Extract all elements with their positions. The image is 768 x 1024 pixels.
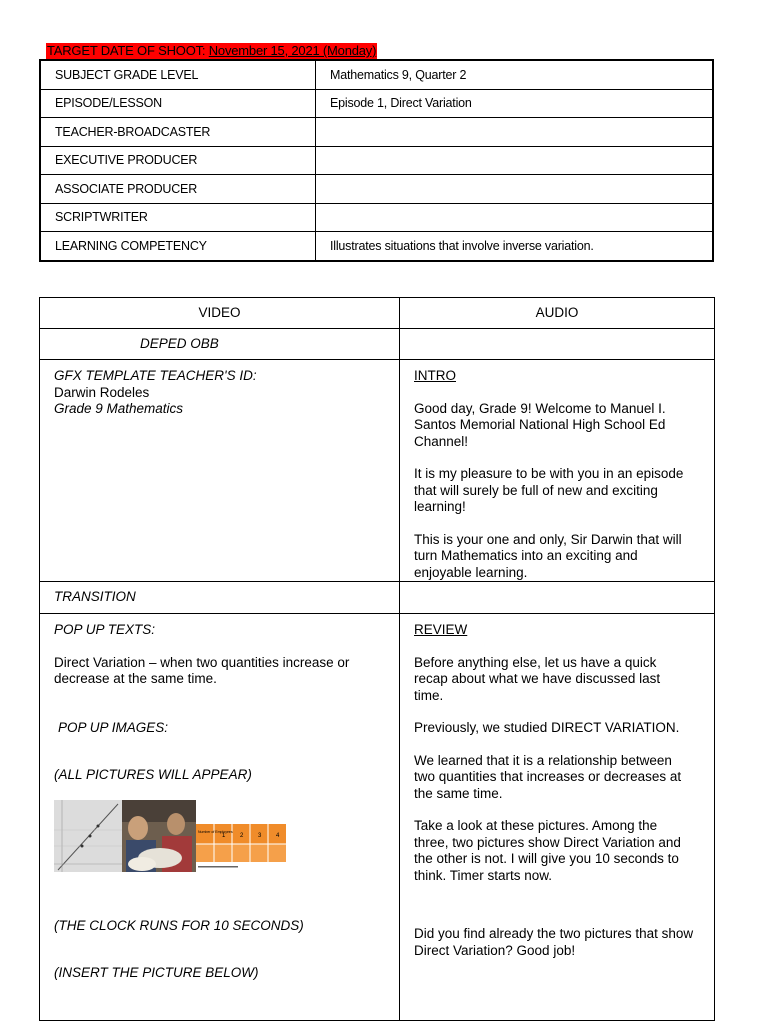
table-header-value: 4 [276,832,280,839]
info-label: SCRIPTWRITER [40,203,316,232]
table-header-value: 3 [258,832,262,839]
target-date-banner [46,43,377,59]
table-row [40,146,713,175]
video-cell-transition: TRANSITION [40,582,400,614]
insert-picture-label: (INSERT THE PICTURE BELOW) [54,965,259,980]
market-photo-picture [122,800,196,872]
info-value [316,175,714,204]
episode-info-table [39,59,714,262]
all-pictures-label: (ALL PICTURES WILL APPEAR) [54,767,252,782]
review-paragraph-2: Previously, we studied DIRECT VARIATION. [414,720,680,735]
script-header-row [40,298,715,329]
video-cell-intro [40,360,400,582]
table-row [40,118,713,147]
info-value: Episode 1, Direct Variation [316,89,714,118]
table-header-label: Number of Employees [198,829,233,834]
direct-variation-definition: Direct Variation – when two quantities increase or decrease at the same time. [54,654,350,686]
pop-up-images-label: POP UP IMAGES: [58,719,169,735]
info-value [316,203,714,232]
audio-cell-empty [400,329,715,360]
table-row [40,232,713,261]
graph-picture [54,800,122,872]
script-table [39,297,715,1021]
table-header-value: 2 [240,832,244,839]
intro-paragraph-2: It is my pleasure to be with you in an episode that will surely be full of new and exciting learning! [414,466,684,514]
teacher-grade: Grade 9 Mathematics [54,401,184,416]
audio-cell-intro [400,360,715,582]
info-value: Illustrates situations that involve inverse variation. [316,232,714,261]
video-cell-obb: DEPED OBB [40,329,400,360]
info-label: EXECUTIVE PRODUCER [40,146,316,175]
review-paragraph-3: We learned that it is a relationship between two quantities that increases or decreases at the same time. [414,752,682,801]
gfx-template-label: GFX TEMPLATE TEACHER'S ID: [54,368,257,383]
intro-paragraph-3: This is your one and only, Sir Darwin that will turn Mathematics into an exciting and enjoyable learning. [414,531,682,580]
table-row [40,614,715,1021]
info-value: Mathematics 9, Quarter 2 [316,60,714,89]
video-cell-review [40,614,400,1021]
info-label: EPISODE/LESSON [40,89,316,118]
table-row [40,89,713,118]
audio-cell-review [400,614,715,1021]
table-row [40,203,713,232]
review-paragraph-5: Did you find already the two pictures that show Direct Variation? Good job! [414,926,694,958]
target-date-label: TARGET DATE OF SHOOT: [47,43,209,58]
audio-cell-empty [400,582,715,614]
info-value [316,118,714,147]
employees-table-picture [196,800,286,872]
info-label: LEARNING COMPETENCY [40,232,316,261]
review-paragraph-4: Take a look at these pictures. Among the three, two pictures show Direct Variation and the other is not. I will give you 10 seconds to think. Timer starts now. [414,818,681,883]
info-label: SUBJECT GRADE LEVEL [40,60,316,89]
audio-column-header: AUDIO [400,298,715,329]
pop-up-texts-label: POP UP TEXTS: [54,622,156,637]
target-date-value: November 15, 2021 (Monday) [208,43,377,58]
review-heading: REVIEW [414,622,468,637]
table-row [40,360,715,582]
info-value [316,146,714,175]
table-row [40,329,715,360]
info-label: ASSOCIATE PRODUCER [40,175,316,204]
table-header-value: 1 [222,832,226,839]
table-row [40,582,715,614]
intro-paragraph-1: Good day, Grade 9! Welcome to Manuel I. Santos Memorial National High School Ed Channel! [414,400,666,449]
table-row [40,175,713,204]
clock-runs-label: (THE CLOCK RUNS FOR 10 SECONDS) [54,917,304,933]
intro-heading: INTRO [414,368,456,383]
table-row [40,60,713,89]
video-column-header: VIDEO [40,298,400,329]
teacher-name: Darwin Rodeles [54,384,150,400]
info-label: TEACHER-BROADCASTER [40,118,316,147]
review-pictures [54,800,286,872]
review-paragraph-1: Before anything else, let us have a quick recap about what we have discussed last time. [414,654,661,703]
